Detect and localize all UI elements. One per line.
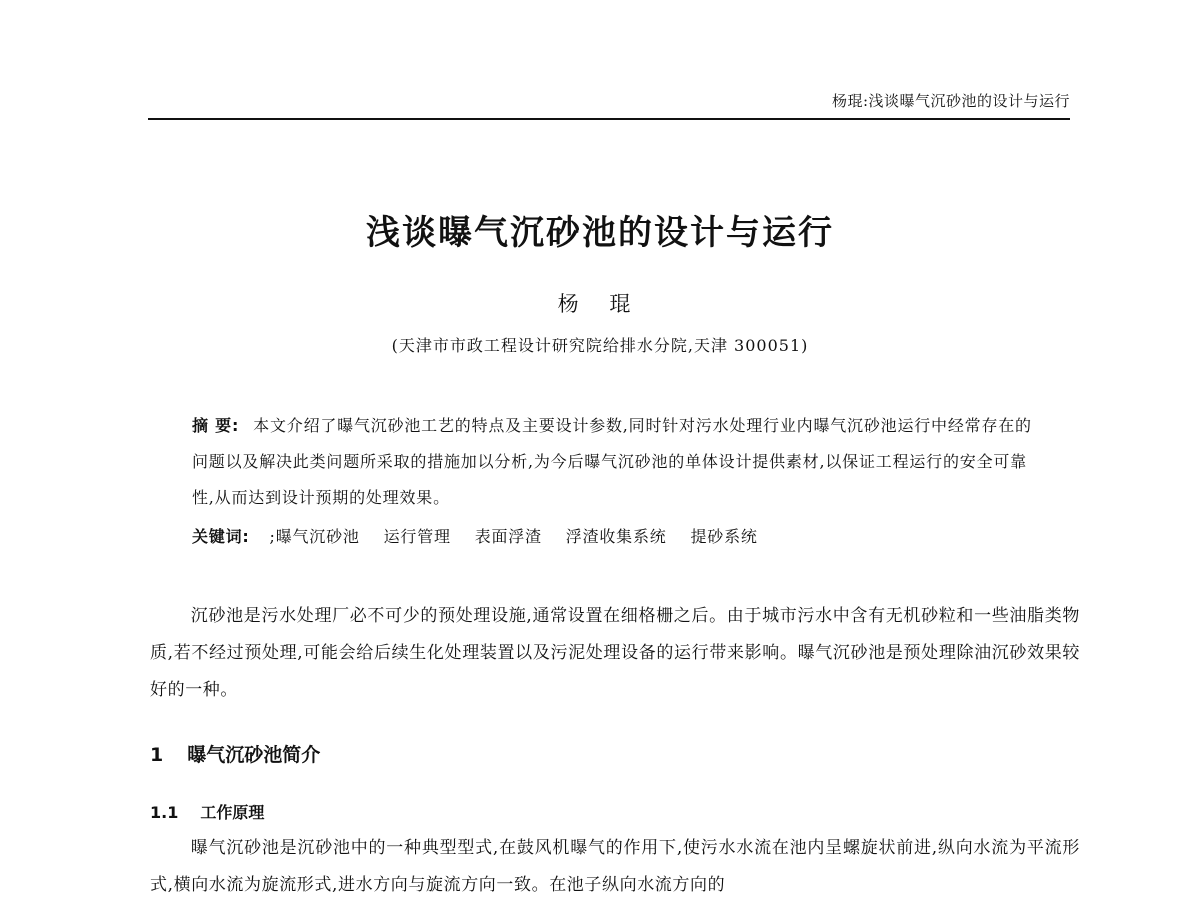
author-affiliation: (天津市市政工程设计研究院给排水分院,天津 300051) (391, 336, 809, 355)
abstract-label: 摘 要: (192, 416, 240, 435)
author-name: 杨 琨 (557, 292, 643, 316)
section-heading (150, 740, 320, 767)
keyword: 表面浮渣 (474, 527, 542, 546)
section-title: 曝气沉砂池简介 (187, 744, 321, 766)
principle-paragraph: 曝气沉砂池是沉砂池中的一种典型型式,在鼓风机曝气的作用下,使污水水流在池内呈螺旋状前进,纵向水流为平流形式,横向水流为旋流形式,进水方向与旋流方向一致。在池子纵向水流方向的 (150, 838, 1080, 895)
abstract (192, 408, 1042, 516)
keywords (192, 524, 1042, 547)
intro-paragraph: 沉砂池是污水处理厂必不可少的预处理设施,通常设置在细格栅之后。由于城市污水中含有无机砂粒和一些油脂类物质,若不经过预处理,可能会给后续生化处理装置以及污泥处理设备的运行带来影响。曝气沉砂池是预处理除油沉砂效果较好的一种。 (150, 606, 1080, 700)
keyword: 运行管理 (383, 527, 451, 546)
subsection-heading (150, 800, 264, 823)
keyword: 浮渣收集系统 (565, 527, 667, 546)
abstract-text: 本文介绍了曝气沉砂池工艺的特点及主要设计参数,同时针对污水处理行业内曝气沉砂池运行中经常存在的问题以及解决此类问题所采取的措施加以分析,为今后曝气沉砂池的单体设计提供素材,以保证工程运行的安全可靠性,从而达到设计预期的处理效果。 (192, 416, 1032, 507)
running-head: 杨琨:浅谈曝气沉砂池的设计与运行 (148, 90, 1070, 120)
keyword: ;曝气沉砂池 (269, 527, 360, 546)
keyword: 提砂系统 (690, 527, 758, 546)
paper-title: 浅谈曝气沉砂池的设计与运行 (366, 213, 834, 253)
keywords-label: 关键词: (192, 527, 250, 546)
subsection-number: 1.1 (150, 803, 179, 822)
subsection-title: 工作原理 (200, 803, 265, 822)
section-number: 1 (150, 744, 164, 766)
